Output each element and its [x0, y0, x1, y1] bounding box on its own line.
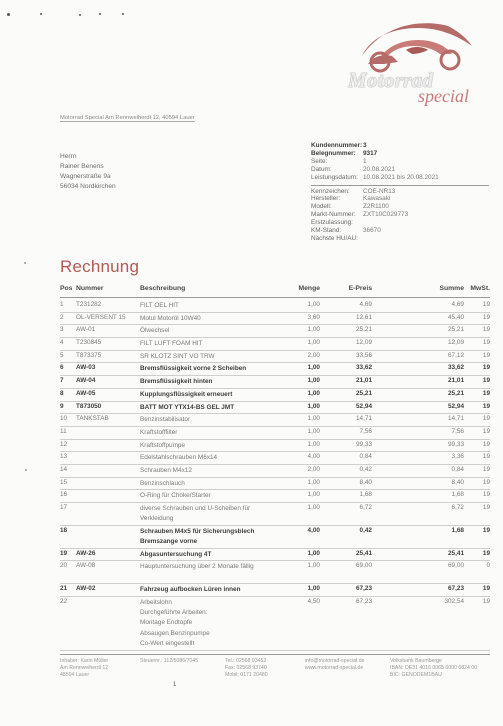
- row-unit-price: 4,69: [359, 301, 372, 308]
- row-description: Hauptuntersuchung über 2 Monate fällig: [140, 563, 254, 571]
- footer: [60, 654, 490, 678]
- table-row: [60, 584, 490, 597]
- recipient-street: Wagnerstraße 9a: [60, 173, 111, 180]
- row-total: 1,68: [451, 491, 464, 499]
- page-mark: 1: [173, 682, 177, 688]
- vehicle-value: Kawasaki: [363, 195, 391, 203]
- row-vat: 19: [482, 427, 490, 435]
- row-vat: 19: [482, 339, 490, 347]
- meta-row: [311, 158, 491, 166]
- row-description: BATT MOT YTX14-BS GEL JMT: [140, 403, 235, 411]
- header-vat: MwSt.: [470, 285, 490, 292]
- row-description: Arbeitslohn Durchgeführte Arbeiten: Montage Endtopfe Absaugen Benzinpumpe Co-Wert eingestellt: [140, 599, 210, 647]
- row-description: SR KLOTZ SINT VO TRW: [140, 352, 215, 360]
- row-vat: 19: [482, 478, 490, 486]
- row-vat: 19: [482, 526, 490, 534]
- vehicle-value: Z2R1100: [363, 203, 389, 211]
- row-vat: 19: [482, 549, 490, 557]
- footer-bank: Volksbank Baumberge IBAN: DE31 4016 0065 6000 6824 00 BIC: GENODEM1BAU: [390, 658, 478, 678]
- table-row: [60, 313, 490, 326]
- row-unit-price: 7,56: [359, 427, 372, 435]
- row-unit-price: 12,61: [356, 313, 372, 321]
- row-quantity: 1,00: [307, 549, 320, 557]
- vehicle-row: [311, 235, 491, 243]
- row-description: Benzinschlauch: [140, 479, 185, 487]
- table-row: [60, 414, 490, 427]
- row-description: Edelstahlschrauben M6x14: [140, 454, 218, 462]
- table-row: [60, 351, 490, 364]
- row-quantity: 1,00: [307, 364, 320, 372]
- footer-phone: Tel.: 02568 93452 Fax: 02568 93740 Mobil: 0171 20480: [225, 658, 268, 678]
- vehicle-value: ZXT10C029773: [363, 211, 409, 219]
- row-vat: 19: [482, 389, 490, 397]
- table-row: [60, 427, 490, 440]
- row-quantity: 1,00: [307, 326, 320, 334]
- row-description: FILT LUFT FOAM HIT: [140, 340, 203, 348]
- recipient-city: 56034 Nordkirchen: [60, 183, 116, 190]
- row-total: 6,72: [451, 504, 464, 511]
- row-quantity: 2,00: [307, 351, 320, 359]
- row-description: Kraftstoffpumpe: [140, 441, 185, 449]
- row-unit-price: 1,68: [359, 491, 372, 499]
- row-number: AW-02: [76, 585, 96, 593]
- row-quantity: 1,00: [307, 478, 320, 486]
- vehicle-label: Kennzeichen:: [311, 187, 350, 195]
- logo-tagline: special: [418, 86, 469, 106]
- row-number: AW-01: [76, 326, 96, 334]
- row-quantity: 1,00: [307, 504, 320, 511]
- invoice-meta: [311, 142, 491, 243]
- row-pos: 7: [60, 377, 64, 385]
- row-quantity: 1,00: [307, 427, 320, 435]
- row-unit-price: 0,42: [359, 465, 372, 473]
- row-pos: 12: [60, 440, 68, 448]
- meta-label: Kundennummer:: [311, 142, 363, 149]
- row-pos: 19: [60, 549, 68, 557]
- row-total: 7,56: [451, 427, 464, 435]
- row-pos: 10: [60, 415, 68, 423]
- row-total: 3,36: [451, 453, 464, 461]
- scan-speck: [7, 13, 10, 16]
- row-pos: 16: [60, 491, 68, 499]
- row-pos: 11: [60, 427, 67, 435]
- row-description: FILT OEL HIT: [140, 302, 179, 309]
- sender-return-address: Motorrad Special Am Rennweiherdi 12, 40594 Lauer: [60, 115, 195, 121]
- header-number: Nummer: [76, 285, 104, 292]
- row-quantity: 1,00: [307, 389, 320, 397]
- row-total: 21,01: [448, 377, 464, 385]
- row-unit-price: 0,84: [359, 453, 372, 461]
- row-vat: 19: [482, 415, 490, 423]
- vehicle-label: Nächste HU/AU:: [311, 234, 358, 242]
- row-unit-price: 21,01: [356, 377, 372, 385]
- row-total: 45,40: [448, 313, 464, 321]
- row-description: Schrauben M4x5 für Sicherungsblech Bremszange vorne: [140, 527, 255, 546]
- company-logo: [322, 18, 482, 108]
- table-row: [60, 503, 490, 526]
- document-title: Rechnung: [60, 257, 140, 276]
- row-number: T230845: [76, 339, 102, 347]
- row-description: Kraftstofffilter: [140, 428, 178, 436]
- row-unit-price: 33,56: [356, 351, 372, 359]
- row-total: 69,00: [448, 562, 464, 570]
- row-vat: 19: [482, 313, 490, 321]
- row-description: Bremsflüssigkeit hinten: [140, 378, 213, 386]
- row-total: 0,84: [451, 465, 464, 473]
- row-vat: 19: [482, 465, 490, 473]
- meta-label: Leistungsdatum:: [311, 173, 358, 181]
- row-number: T873050: [76, 402, 102, 410]
- footer-web: info@motorrad-special.de www.motorrad-special.de: [305, 658, 365, 671]
- row-vat: 19: [482, 585, 490, 593]
- row-pos: 21: [60, 585, 68, 593]
- row-total: 25,21: [448, 389, 464, 397]
- row-unit-price: 25,41: [356, 549, 372, 557]
- table-header: [60, 285, 490, 298]
- vehicle-value: 36670: [363, 227, 381, 235]
- invoice-meta-list: [311, 142, 491, 182]
- meta-value: 10.08.2021 bis 20.08.2021: [363, 173, 439, 181]
- table-row: [60, 325, 490, 338]
- row-pos: 13: [60, 453, 68, 461]
- row-quantity: 1,00: [307, 301, 320, 308]
- row-quantity: 2,00: [307, 465, 320, 473]
- row-description: O-Ring für Choke/Starter: [140, 492, 211, 500]
- row-vat: 19: [482, 504, 490, 511]
- vehicle-label: Modell:: [311, 203, 332, 211]
- row-pos: 20: [60, 562, 68, 570]
- row-quantity: 1,00: [307, 440, 320, 448]
- row-total: 14,71: [448, 415, 464, 423]
- vehicle-row: [311, 195, 491, 203]
- row-quantity: 1,00: [307, 415, 320, 423]
- meta-divider: [311, 185, 489, 186]
- row-total: 67,23: [448, 585, 464, 593]
- vehicle-row: [311, 188, 491, 196]
- row-unit-price: 52,94: [356, 402, 372, 410]
- meta-value: 3: [363, 142, 367, 149]
- row-number: AW-05: [76, 389, 96, 397]
- row-unit-price: 33,62: [356, 364, 372, 372]
- row-total: 52,94: [448, 402, 464, 410]
- table-row: [60, 389, 490, 402]
- row-description: Benzinstabilisator: [140, 416, 191, 424]
- row-quantity: 3,60: [307, 313, 320, 321]
- table-row: [60, 338, 490, 351]
- scan-speck: [25, 469, 27, 471]
- table-row: [60, 363, 490, 376]
- row-total: 1,68: [451, 526, 464, 534]
- meta-label: Datum:: [311, 165, 332, 173]
- header-quantity: Menge: [298, 285, 320, 292]
- row-unit-price: 12,09: [356, 339, 372, 347]
- row-unit-price: 99,33: [356, 440, 372, 448]
- vehicle-row: [311, 203, 491, 211]
- row-description: Abgasuntersuchung 4T: [140, 550, 212, 558]
- row-vat: 19: [482, 453, 490, 461]
- row-pos: 14: [60, 465, 68, 473]
- row-total: 4,69: [451, 301, 464, 308]
- table-row: [60, 597, 490, 651]
- meta-row: [311, 150, 491, 158]
- vehicle-row: [311, 219, 491, 227]
- meta-row: [311, 142, 491, 150]
- vehicle-label: Erstzulassung:: [311, 219, 353, 227]
- header-total: Summe: [439, 285, 464, 292]
- row-unit-price: 14,71: [356, 415, 372, 423]
- row-number: T231282: [76, 301, 102, 308]
- row-number: AW-03: [76, 364, 96, 372]
- row-pos: 15: [60, 478, 68, 486]
- row-total: 8,40: [451, 478, 464, 486]
- row-pos: 17: [60, 504, 68, 511]
- row-vat: 19: [482, 440, 490, 448]
- row-description: Ölwechsel: [140, 327, 170, 335]
- row-pos: 5: [60, 351, 64, 359]
- vehicle-label: KM-Stand:: [311, 227, 342, 235]
- table-row: [60, 452, 490, 465]
- row-quantity: 1,00: [307, 377, 320, 385]
- header-pos: Pos: [60, 285, 73, 292]
- table-row: [60, 465, 490, 478]
- row-pos: 3: [60, 326, 64, 334]
- footer-owner: Inhaber: Karin Müller Am Rennweiherdi 12 48594 Lauer: [60, 658, 109, 678]
- logo-wordmark: Motorrad: [348, 68, 434, 92]
- row-vat: 19: [482, 598, 490, 606]
- row-quantity: 1,00: [307, 402, 320, 410]
- row-pos: 18: [60, 526, 68, 534]
- row-total: 99,33: [448, 440, 464, 448]
- row-quantity: 4,50: [307, 598, 320, 606]
- row-vat: 19: [482, 364, 490, 372]
- row-total: 33,62: [448, 364, 464, 372]
- vehicle-label: Hersteller:: [311, 195, 341, 203]
- table-row: [60, 440, 490, 453]
- meta-label: Seite:: [311, 157, 328, 165]
- recipient-name: Rainer Benens: [60, 163, 104, 170]
- row-quantity: 1,00: [307, 562, 320, 570]
- vehicle-label: Markt-Nummer:: [311, 211, 356, 219]
- row-pos: 8: [60, 389, 64, 397]
- row-unit-price: 25,21: [356, 389, 372, 397]
- row-vat: 19: [482, 351, 490, 359]
- meta-value: 20.08.2021: [363, 165, 395, 173]
- row-vat: 19: [482, 491, 490, 499]
- footer-tax: Steuernr.: 112/5086/7045: [140, 658, 199, 664]
- row-vat: 19: [482, 301, 490, 308]
- vehicle-value: COE-NR13: [363, 187, 396, 195]
- row-quantity: 1,00: [307, 585, 320, 593]
- row-total: 302,54: [444, 598, 464, 606]
- recipient-address: [60, 152, 116, 192]
- scan-speck: [99, 13, 101, 15]
- table-row: [60, 549, 490, 562]
- row-vat: 19: [482, 326, 490, 334]
- row-quantity: 1,00: [307, 339, 320, 347]
- row-pos: 9: [60, 402, 64, 410]
- scan-speck: [24, 262, 26, 264]
- row-unit-price: 67,23: [356, 598, 372, 606]
- row-pos: 6: [60, 364, 64, 372]
- scan-speck: [122, 13, 124, 15]
- vehicle-row: [311, 227, 491, 235]
- row-number: AW-04: [76, 377, 96, 385]
- row-description: Schrauben M4x12: [140, 466, 192, 474]
- row-quantity: 1,00: [307, 491, 320, 499]
- table-row: [60, 376, 490, 389]
- table-row: [60, 478, 490, 491]
- row-unit-price: 6,72: [359, 504, 372, 511]
- scan-speck: [40, 13, 42, 15]
- row-unit-price: 69,00: [356, 562, 372, 570]
- table-row: [60, 300, 490, 313]
- row-total: 25,21: [448, 326, 464, 334]
- vehicle-info-list: [311, 188, 491, 243]
- table-row: [60, 526, 490, 549]
- row-total: 67,12: [448, 351, 464, 359]
- row-vat: 19: [482, 377, 490, 385]
- row-number: TANKSTAB: [76, 415, 109, 423]
- row-number: AW-08: [76, 562, 96, 570]
- recipient-salutation: Herrn: [60, 153, 77, 160]
- row-description: Motul Motoröl 10W40: [140, 314, 201, 322]
- meta-row: [311, 174, 491, 182]
- table-row: [60, 561, 490, 584]
- row-unit-price: 8,40: [359, 478, 372, 486]
- row-pos: 4: [60, 339, 64, 347]
- invoice-table-body: [60, 300, 490, 651]
- row-quantity: 4,00: [307, 453, 320, 461]
- row-unit-price: 0,42: [359, 526, 372, 534]
- row-number: T873375: [76, 351, 102, 359]
- row-unit-price: 67,23: [356, 585, 372, 593]
- row-description: Bremsflüssigkeit vorne 2 Scheiben: [140, 365, 247, 373]
- row-total: 12,09: [448, 339, 464, 347]
- row-unit-price: 25,21: [356, 326, 372, 334]
- header-unit-price: E-Preis: [348, 285, 372, 292]
- meta-row: [311, 166, 491, 174]
- vehicle-row: [311, 211, 491, 219]
- header-description: Beschreibung: [140, 285, 186, 292]
- row-description: Kupplungsflüssigkeit erneuert: [140, 390, 233, 398]
- row-pos: 22: [60, 598, 68, 606]
- row-number: AW-26: [76, 549, 96, 557]
- row-number: OL-VERSENT 15: [76, 313, 126, 321]
- row-quantity: 4,00: [307, 526, 320, 534]
- table-row: [60, 490, 490, 503]
- row-vat: 0: [486, 562, 490, 570]
- row-vat: 19: [482, 402, 490, 410]
- row-total: 25,41: [448, 549, 464, 557]
- meta-value: 1: [363, 157, 367, 165]
- row-pos: 1: [60, 301, 64, 308]
- table-row: [60, 402, 490, 415]
- meta-value: 9317: [363, 149, 378, 157]
- row-description: Fahrzeug aufbocken Lüren innen: [140, 586, 241, 594]
- scan-speck: [79, 14, 81, 16]
- meta-label: Belegnummer:: [311, 149, 356, 157]
- row-description: diverse Schrauben und U-Scheiben für Verkleidung: [140, 505, 251, 523]
- row-pos: 2: [60, 313, 64, 321]
